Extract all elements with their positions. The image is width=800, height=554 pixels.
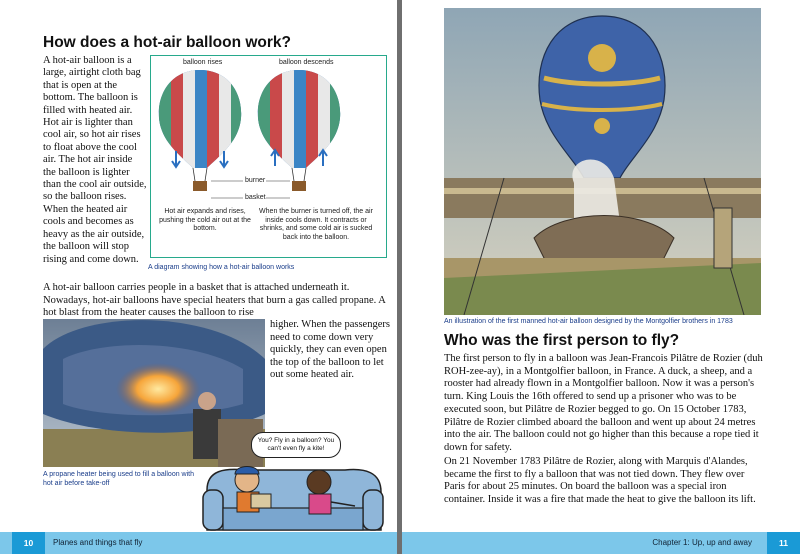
page-heading: How does a hot-air balloon work? bbox=[43, 34, 292, 51]
label-balloon-descends: balloon descends bbox=[279, 59, 334, 66]
intro-paragraph: A hot-air balloon is a large, airtight cloth bag that is open at the bottom. The balloon is filled with heated air. Hot air is lighter than cool air, so hot air rises to float above the cool air. The hot air inside the balloon is lighter than the cool air outside, so the balloon rises. When the heated air cools and becomes as heavy as the air outside, the balloon will stop rising and come down. bbox=[43, 55, 147, 265]
page-heading: Who was the first person to fly? bbox=[444, 332, 680, 349]
page-footer bbox=[0, 532, 397, 554]
paragraph-basket-continued: higher. When the passengers need to come down very quickly, they can even open the top of the balloon to let out some heated air. bbox=[270, 319, 390, 381]
speech-bubble: You? Fly in a balloon? You can't even fly a kite! bbox=[251, 432, 341, 458]
text-balloon-rises: Hot air expands and rises, pushing the cold air out at the bottom. bbox=[159, 208, 251, 232]
label-basket: basket bbox=[245, 194, 266, 201]
diagram-caption: A diagram showing how a hot-air balloon works bbox=[148, 264, 295, 271]
footer-title: Planes and things that fly bbox=[53, 538, 143, 547]
page-number: 11 bbox=[767, 532, 800, 554]
illustration-caption: An illustration of the first manned hot-air balloon designed by the Montgolfier brothers in 1783 bbox=[444, 318, 733, 325]
label-burner: burner bbox=[245, 177, 266, 184]
paragraph-untethered-flight: On 21 November 1783 Pilâtre de Rozier, along with Marquis d'Alandes, became the first to fly a balloon that was not tied down. They flew over Paris for about 25 minutes. On board the balloon was a special iron container. Inside it was a fire that made the heat to give the balloon its lift. bbox=[444, 456, 756, 506]
montgolfier-balloon-image bbox=[444, 8, 761, 315]
left-page bbox=[0, 0, 397, 554]
label-balloon-rises: balloon rises bbox=[183, 59, 223, 66]
photo-caption: A propane heater being used to fill a balloon with hot air before take-off bbox=[43, 471, 194, 487]
montgolfier-illustration bbox=[444, 8, 761, 315]
page-number: 10 bbox=[12, 532, 45, 554]
right-page bbox=[402, 0, 800, 554]
footer-title: Chapter 1: Up, up and away bbox=[652, 538, 752, 547]
paragraph-first-flight: The first person to fly in a balloon was Jean-Francois Pilâtre de Rozier (duh ROH-zee-ay), in a Montgolfier balloon, in France. A duck, a sheep, and a rooster had already flown in a Montgolfier balloon. Now it was a person's turn. King Louis the 16th offered to send up a prisoner who was to be executed soon, but Pilâtre de Rozier begged to go. On 15 October 1783, Pilâtre de Rozier climbed aboard the balloon and went up about 24 metres into the air. The balloon could not go higher than this because a rope tied it down for safety. bbox=[444, 353, 763, 453]
paragraph-basket: A hot-air balloon carries people in a basket that is attached underneath it. Nowadays, hot-air balloons have special heaters that burn a gas called propane. A hot blast from the heater causes the balloon to rise bbox=[43, 282, 386, 319]
text-balloon-descends: When the burner is turned off, the air inside cools down. It contracts or shrinks, and some cold air is sucked back into the balloon. bbox=[259, 208, 373, 241]
page-footer bbox=[402, 532, 800, 554]
balloon-diagram bbox=[150, 55, 387, 258]
